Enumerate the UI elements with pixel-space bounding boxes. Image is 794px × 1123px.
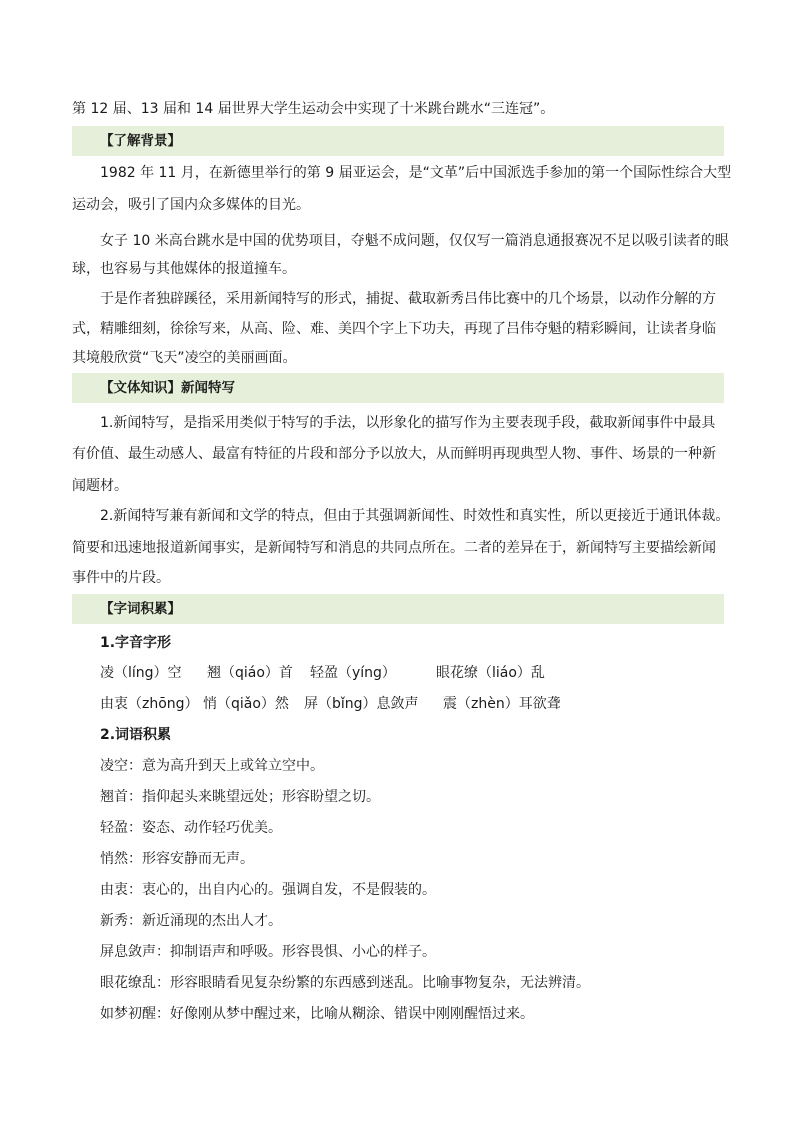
pinyin-item: 凌（líng）空 <box>100 665 182 681</box>
paragraph-line: 运动会，吸引了国内众多媒体的目光。 <box>72 197 310 213</box>
section-heading-background: 【了解背景】 <box>100 133 181 149</box>
term-entry: 眼花缭乱：形容眼睛看见复杂纷繁的东西感到迷乱。比喻事物复杂，无法辨清。 <box>100 975 590 991</box>
intro-line: 第 12 届、13 届和 14 届世界大学生运动会中实现了十米跳台跳水“三连冠”。 <box>72 101 555 117</box>
paragraph-line: 式，精雕细刻，徐徐写来，从高、险、难、美四个字上下功夫，再现了吕伟夺魁的精彩瞬间，让读者身临 <box>72 321 716 337</box>
subheading-pronunciation: 1.字音字形 <box>100 635 172 651</box>
term-entry: 翘首：指仰起头来眺望远处；形容盼望之切。 <box>100 789 380 805</box>
term-entry: 悄然：形容安静而无声。 <box>100 851 254 867</box>
paragraph-line: 2.新闻特写兼有新闻和文学的特点，但由于其强调新闻性、时效性和真实性，所以更接近于通讯体裁。 <box>100 508 730 524</box>
subheading-vocabulary: 2.词语积累 <box>100 727 172 743</box>
paragraph-line: 简要和迅速地报道新闻事实，是新闻特写和消息的共同点所在。二者的差异在于，新闻特写主要描绘新闻 <box>72 540 716 556</box>
term-entry: 轻盈：姿态、动作轻巧优美。 <box>100 820 282 836</box>
paragraph-line: 于是作者独辟蹊径，采用新闻特写的形式，捕捉、截取新秀吕伟比赛中的几个场景，以动作分解的方 <box>100 291 716 307</box>
paragraph-line: 有价值、最生动感人、最富有特征的片段和部分予以放大，从而鲜明再现典型人物、事件、场景的一种新 <box>72 446 716 462</box>
paragraph-line: 1.新闻特写，是指采用类似于特写的手法，以形象化的描写作为主要表现手段，截取新闻事件中最具 <box>100 415 716 431</box>
paragraph-line: 其境般欣赏“飞天”凌空的美丽画面。 <box>72 350 297 366</box>
paragraph-line: 1982 年 11 月，在新德里举行的第 9 届亚运会，是“文革”后中国派选手参加的第一个国际性综合大型 <box>100 165 732 181</box>
pinyin-item: 震（zhèn）耳欲聋 <box>443 696 561 712</box>
paragraph-line: 球，也容易与其他媒体的报道撞车。 <box>72 261 296 277</box>
pinyin-item: 屏（bǐng）息敛声 <box>304 696 419 712</box>
term-entry: 屏息敛声：抑制语声和呼吸。形容畏惧、小心的样子。 <box>100 944 436 960</box>
term-entry: 由衷：衷心的，出自内心的。强调自发，不是假装的。 <box>100 882 436 898</box>
pinyin-item: 眼花缭（liáo）乱 <box>436 665 545 681</box>
paragraph-line: 事件中的片段。 <box>72 570 170 586</box>
paragraph-line: 女子 10 米高台跳水是中国的优势项目，夺魁不成问题，仅仅写一篇消息通报赛况不足以吸引读者的眼 <box>100 233 729 249</box>
term-entry: 新秀：新近涌现的杰出人才。 <box>100 913 282 929</box>
section-heading-genre: 【文体知识】新闻特写 <box>100 380 235 396</box>
pinyin-item: 翘（qiáo）首 <box>207 665 293 681</box>
pinyin-item: 由衷（zhōng） <box>100 696 199 712</box>
pinyin-item: 悄（qiǎo）然 <box>203 696 289 712</box>
paragraph-line: 闻题材。 <box>72 478 128 494</box>
term-entry: 凌空：意为高升到天上或耸立空中。 <box>100 758 324 774</box>
term-entry: 如梦初醒：好像刚从梦中醒过来，比喻从糊涂、错误中刚刚醒悟过来。 <box>100 1006 534 1022</box>
section-heading-vocab: 【字词积累】 <box>100 601 181 617</box>
pinyin-item: 轻盈（yíng） <box>310 665 396 681</box>
